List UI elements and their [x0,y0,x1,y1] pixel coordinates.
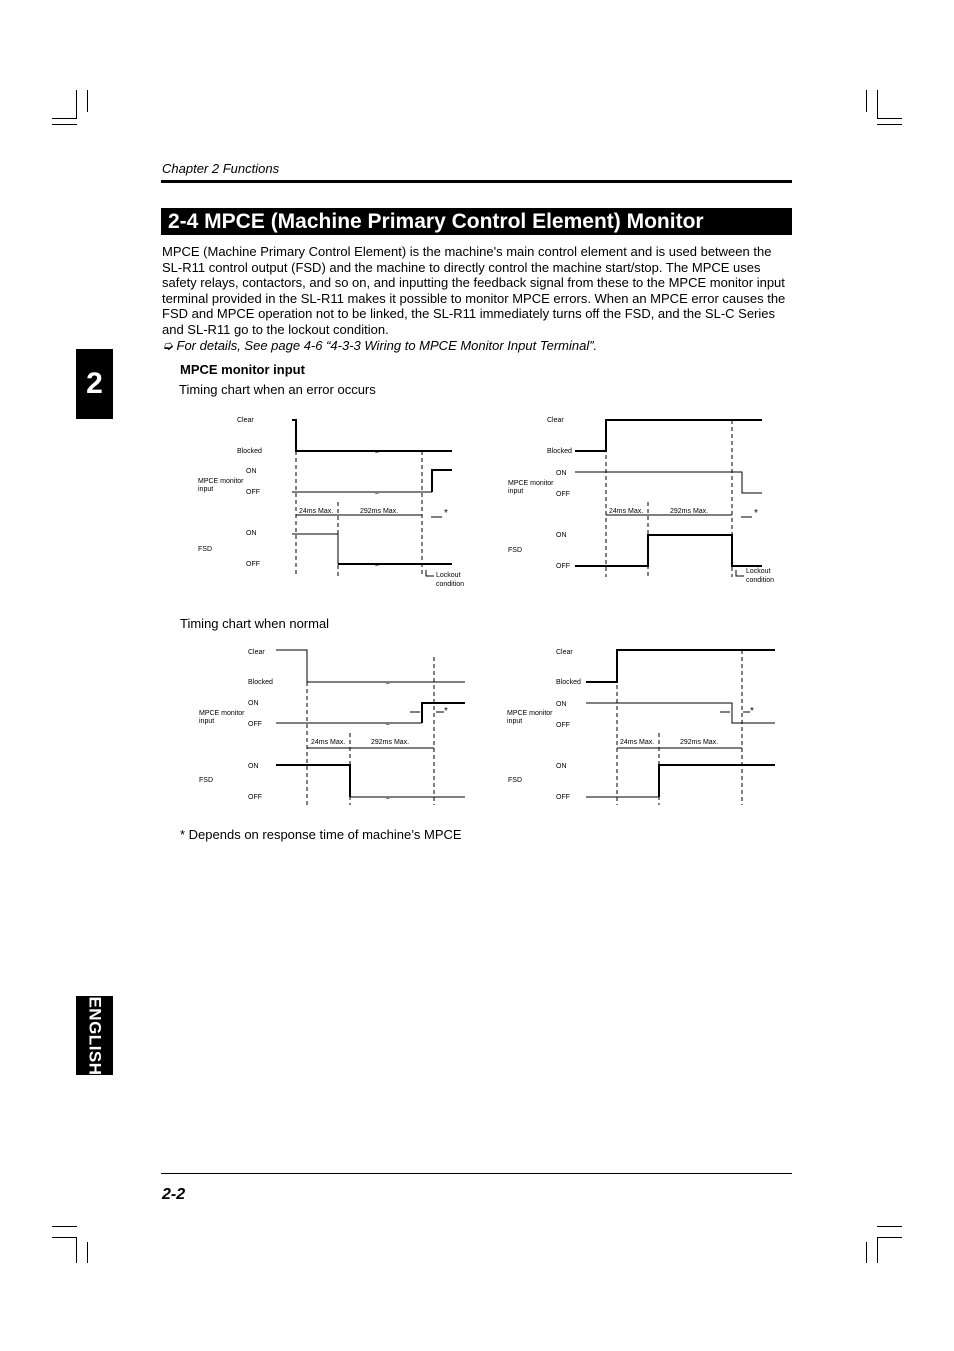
crop-mark [52,1237,77,1238]
fsd-label: FSD [198,546,212,553]
fsd-signal-high [292,534,338,564]
light-curtain-signal [586,650,775,682]
crop-mark [877,118,902,119]
lockout-label-2: condition [436,581,465,588]
blocked-label: Blocked [556,679,581,686]
body-text [162,244,794,353]
break-mark: ≈ [386,721,390,728]
on-label: ON [248,700,259,707]
break-mark: ≈ [375,562,379,569]
off-label: OFF [246,561,260,568]
blocked-label: Blocked [237,448,262,455]
on-label: ON [246,530,257,537]
crop-mark [877,124,902,125]
off-label: OFF [556,722,570,729]
reference-text: For details, See page 4-6 “4-3-3 Wiring to MPCE Monitor Input Terminal”. [176,337,598,353]
reference-line[interactable] [162,338,794,354]
language-tab-label: ENGLISH [85,995,105,1076]
crop-mark [76,1237,77,1263]
mpce-signal-rise [432,470,452,492]
mpce-label-1: MPCE monitor [507,710,553,717]
crop-mark [52,124,77,125]
on-label: ON [556,763,567,770]
off-label: OFF [556,794,570,801]
header-rule [161,180,792,183]
on-label: ON [556,701,567,708]
mpce-label-2: input [507,718,523,725]
break-mark: ≈ [375,449,379,456]
mpce-label-1: MPCE monitor [508,480,554,487]
off-label: OFF [248,794,262,801]
intro-paragraph: MPCE (Machine Primary Control Element) is the machine's main control element and is used between the SL-R11 control output (FSD) and the machine to directly control the machine start/stop. The MPCE uses safety relays, contactors, and so on, and inputting the feedback signal from these to the MPCE monitor input terminal provided in the SL-R11 makes it possible to monitor MPCE errors. When an MPCE error causes the FSD and MPCE operation not to be linked, the SL-R11 immediately turns off the FSD, and the SL-C Series and SL-R11 go to the lockout condition. [162,244,786,337]
mpce-label-1: MPCE monitor [198,478,244,485]
error-chart-caption: Timing chart when an error occurs [179,382,376,397]
on-label: ON [248,763,259,770]
light-curtain-signal [292,420,452,451]
crop-mark [877,1237,902,1238]
clear-label: Clear [547,417,564,424]
timing-diagram-normal-right [500,637,790,812]
interval-24ms-label: 24ms Max. [311,739,346,746]
chapter-tab: 2 [76,349,113,419]
on-label: ON [556,532,567,539]
lockout-label-1: Lockout [746,568,771,575]
fsd-signal [575,535,762,566]
blocked-label: Blocked [547,448,572,455]
page-number: 2-2 [162,1186,186,1203]
normal-chart-caption: Timing chart when normal [180,616,330,631]
asterisk-mark: * [444,508,448,519]
crop-mark [877,90,878,119]
crop-mark [866,90,867,112]
lockout-label-1: Lockout [436,572,461,579]
crop-mark [76,90,77,119]
timing-diagram-error-left [190,405,480,595]
interval-24ms-label: 24ms Max. [620,739,655,746]
crop-mark [877,1237,878,1263]
break-mark: ≈ [386,795,390,802]
crop-mark [877,1226,902,1227]
lockout-arrow [736,570,744,576]
mpce-label-2: input [198,486,214,493]
off-label: OFF [246,489,260,496]
fsd-label: FSD [199,777,213,784]
interval-292ms-label: 292ms Max. [371,739,410,746]
footnote: * Depends on response time of machine’s MPCE [180,827,462,842]
fsd-signal-high [276,765,350,797]
mpce-label-1: MPCE monitor [199,710,245,717]
light-curtain-signal [575,420,762,451]
lockout-arrow [426,570,434,576]
interval-292ms-label: 292ms Max. [360,508,399,515]
mpce-label-2: input [199,718,215,725]
mpce-signal [586,703,775,723]
mpce-monitor-heading: MPCE monitor input [180,362,305,377]
off-label: OFF [248,721,262,728]
fsd-signal-rise [659,765,775,797]
arrow-reference-icon: ➭ [162,337,177,353]
clear-label: Clear [237,417,254,424]
lockout-label-2: condition [746,577,775,584]
fsd-label: FSD [508,547,522,554]
footer-rule [161,1173,792,1174]
mpce-label-2: input [508,488,524,495]
asterisk-mark: * [444,706,448,717]
mpce-signal [575,472,762,493]
on-label: ON [556,470,567,477]
crop-mark [52,118,77,119]
interval-24ms-label: 24ms Max. [299,508,334,515]
crop-mark [87,1242,88,1263]
language-tab [76,996,113,1075]
interval-24ms-label: 24ms Max. [609,508,644,515]
break-mark: ≈ [375,490,379,497]
timing-diagram-normal-left [190,637,480,812]
asterisk-mark: * [754,508,758,519]
on-label: ON [246,468,257,475]
fsd-label: FSD [508,777,522,784]
timing-diagram-error-right [500,405,790,595]
asterisk-mark: * [750,706,754,717]
interval-292ms-label: 292ms Max. [670,508,709,515]
light-curtain-signal [276,650,465,682]
crop-mark [87,90,88,112]
interval-292ms-label: 292ms Max. [680,739,719,746]
clear-label: Clear [556,649,573,656]
break-mark: ≈ [386,680,390,687]
blocked-label: Blocked [248,679,273,686]
off-label: OFF [556,563,570,570]
crop-mark [52,1226,77,1227]
section-title: 2-4 MPCE (Machine Primary Control Element) Monitor [168,210,704,233]
clear-label: Clear [248,649,265,656]
crop-mark [866,1242,867,1263]
chapter-header: Chapter 2 Functions [162,161,280,176]
off-label: OFF [556,491,570,498]
